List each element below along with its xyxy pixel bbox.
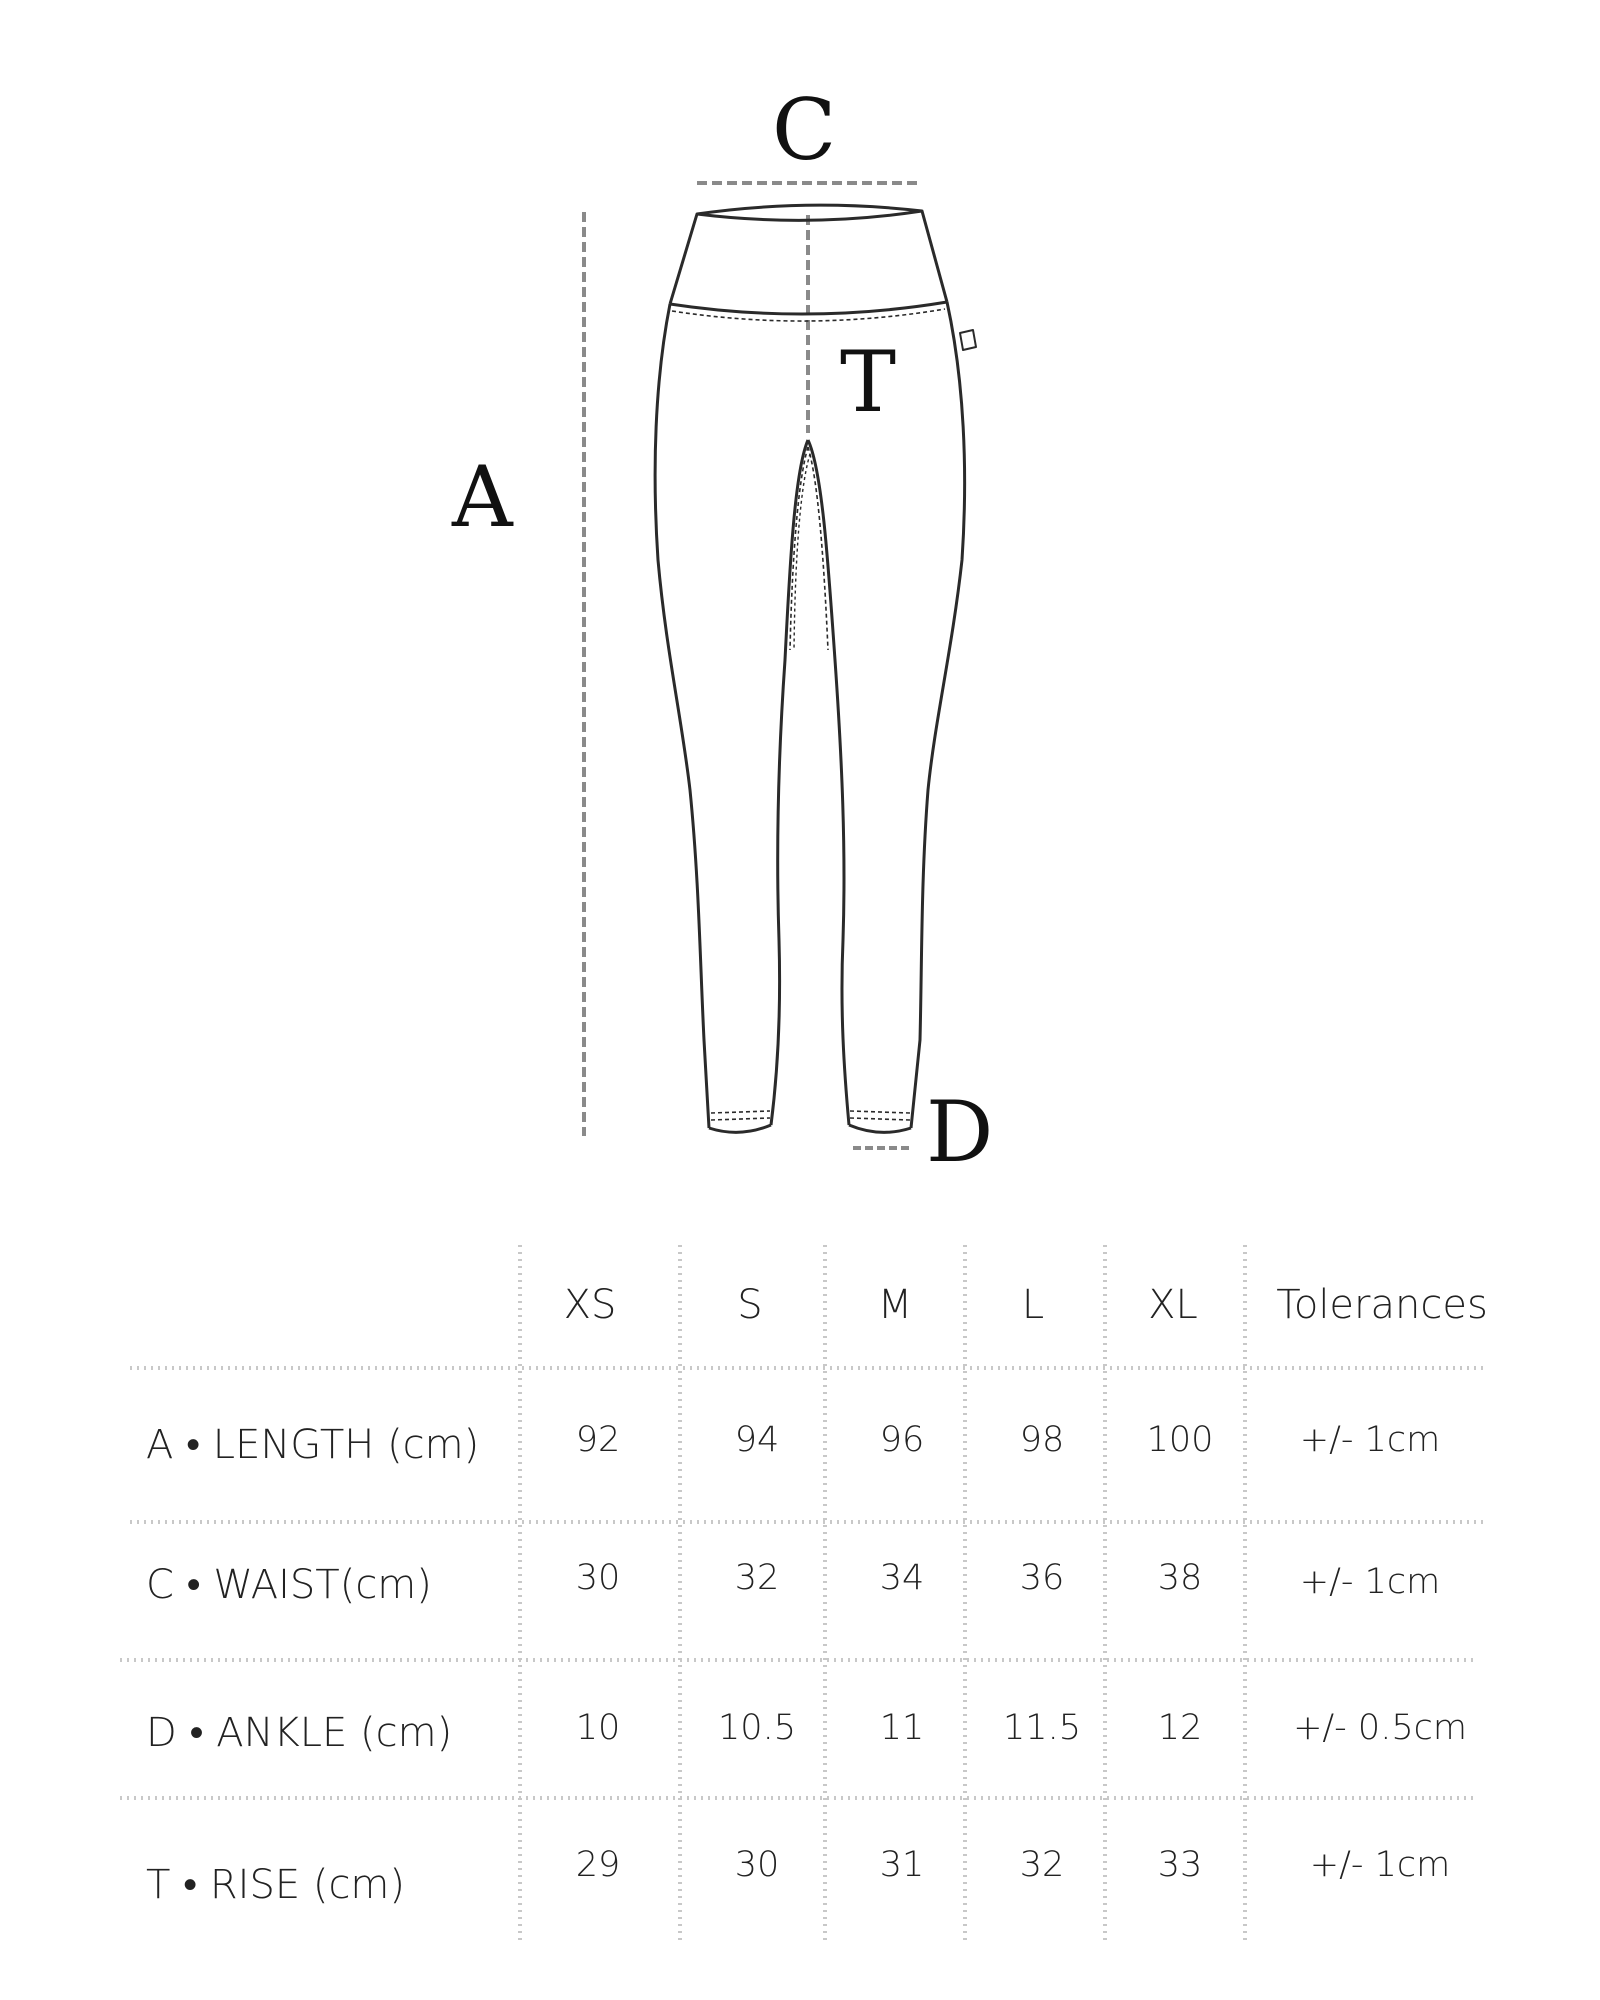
header-m: M	[877, 1282, 913, 1328]
dimension-label-d: D	[926, 1083, 994, 1181]
cell-waist-m: 34	[879, 1558, 925, 1598]
cell-ankle-xs: 10	[575, 1708, 621, 1748]
cell-length-l: 98	[1019, 1420, 1065, 1460]
header-xs: XS	[563, 1282, 617, 1328]
row-label-rise: T • RISE (cm)	[146, 1862, 406, 1908]
cell-length-s: 94	[734, 1420, 780, 1460]
cell-ankle-s: 10.5	[718, 1708, 796, 1748]
cell-rise-xl: 33	[1157, 1845, 1203, 1885]
cell-waist-xs: 30	[575, 1558, 621, 1598]
header-tolerances: Tolerances	[1276, 1282, 1488, 1328]
dimension-label-a: A	[452, 448, 513, 546]
cell-ankle-l: 11.5	[1003, 1708, 1081, 1748]
row-label-waist: C • WAIST(cm)	[146, 1562, 432, 1608]
header-s: S	[737, 1282, 763, 1328]
cell-length-xl: 100	[1146, 1420, 1214, 1460]
cell-waist-s: 32	[734, 1558, 780, 1598]
header-xl: XL	[1148, 1282, 1198, 1328]
cell-rise-xs: 29	[575, 1845, 621, 1885]
cell-length-xs: 92	[575, 1420, 621, 1460]
cell-ankle-tolerance: +/- 0.5cm	[1293, 1708, 1467, 1748]
cell-waist-xl: 38	[1157, 1558, 1203, 1598]
dimension-label-c: C	[772, 81, 837, 179]
cell-ankle-m: 11	[879, 1708, 925, 1748]
dimension-label-t: T	[840, 333, 897, 431]
cell-rise-m: 31	[879, 1845, 925, 1885]
cell-length-m: 96	[879, 1420, 925, 1460]
row-label-ankle: D • ANKLE (cm)	[146, 1710, 453, 1756]
cell-rise-l: 32	[1019, 1845, 1065, 1885]
header-l: L	[1021, 1282, 1045, 1328]
cell-waist-l: 36	[1019, 1558, 1065, 1598]
cell-rise-s: 30	[734, 1845, 780, 1885]
cell-length-tolerance: +/- 1cm	[1299, 1420, 1441, 1460]
cell-waist-tolerance: +/- 1cm	[1299, 1562, 1441, 1602]
cell-ankle-xl: 12	[1157, 1708, 1203, 1748]
cell-rise-tolerance: +/- 1cm	[1309, 1845, 1451, 1885]
row-label-length: A • LENGTH (cm)	[146, 1422, 480, 1468]
